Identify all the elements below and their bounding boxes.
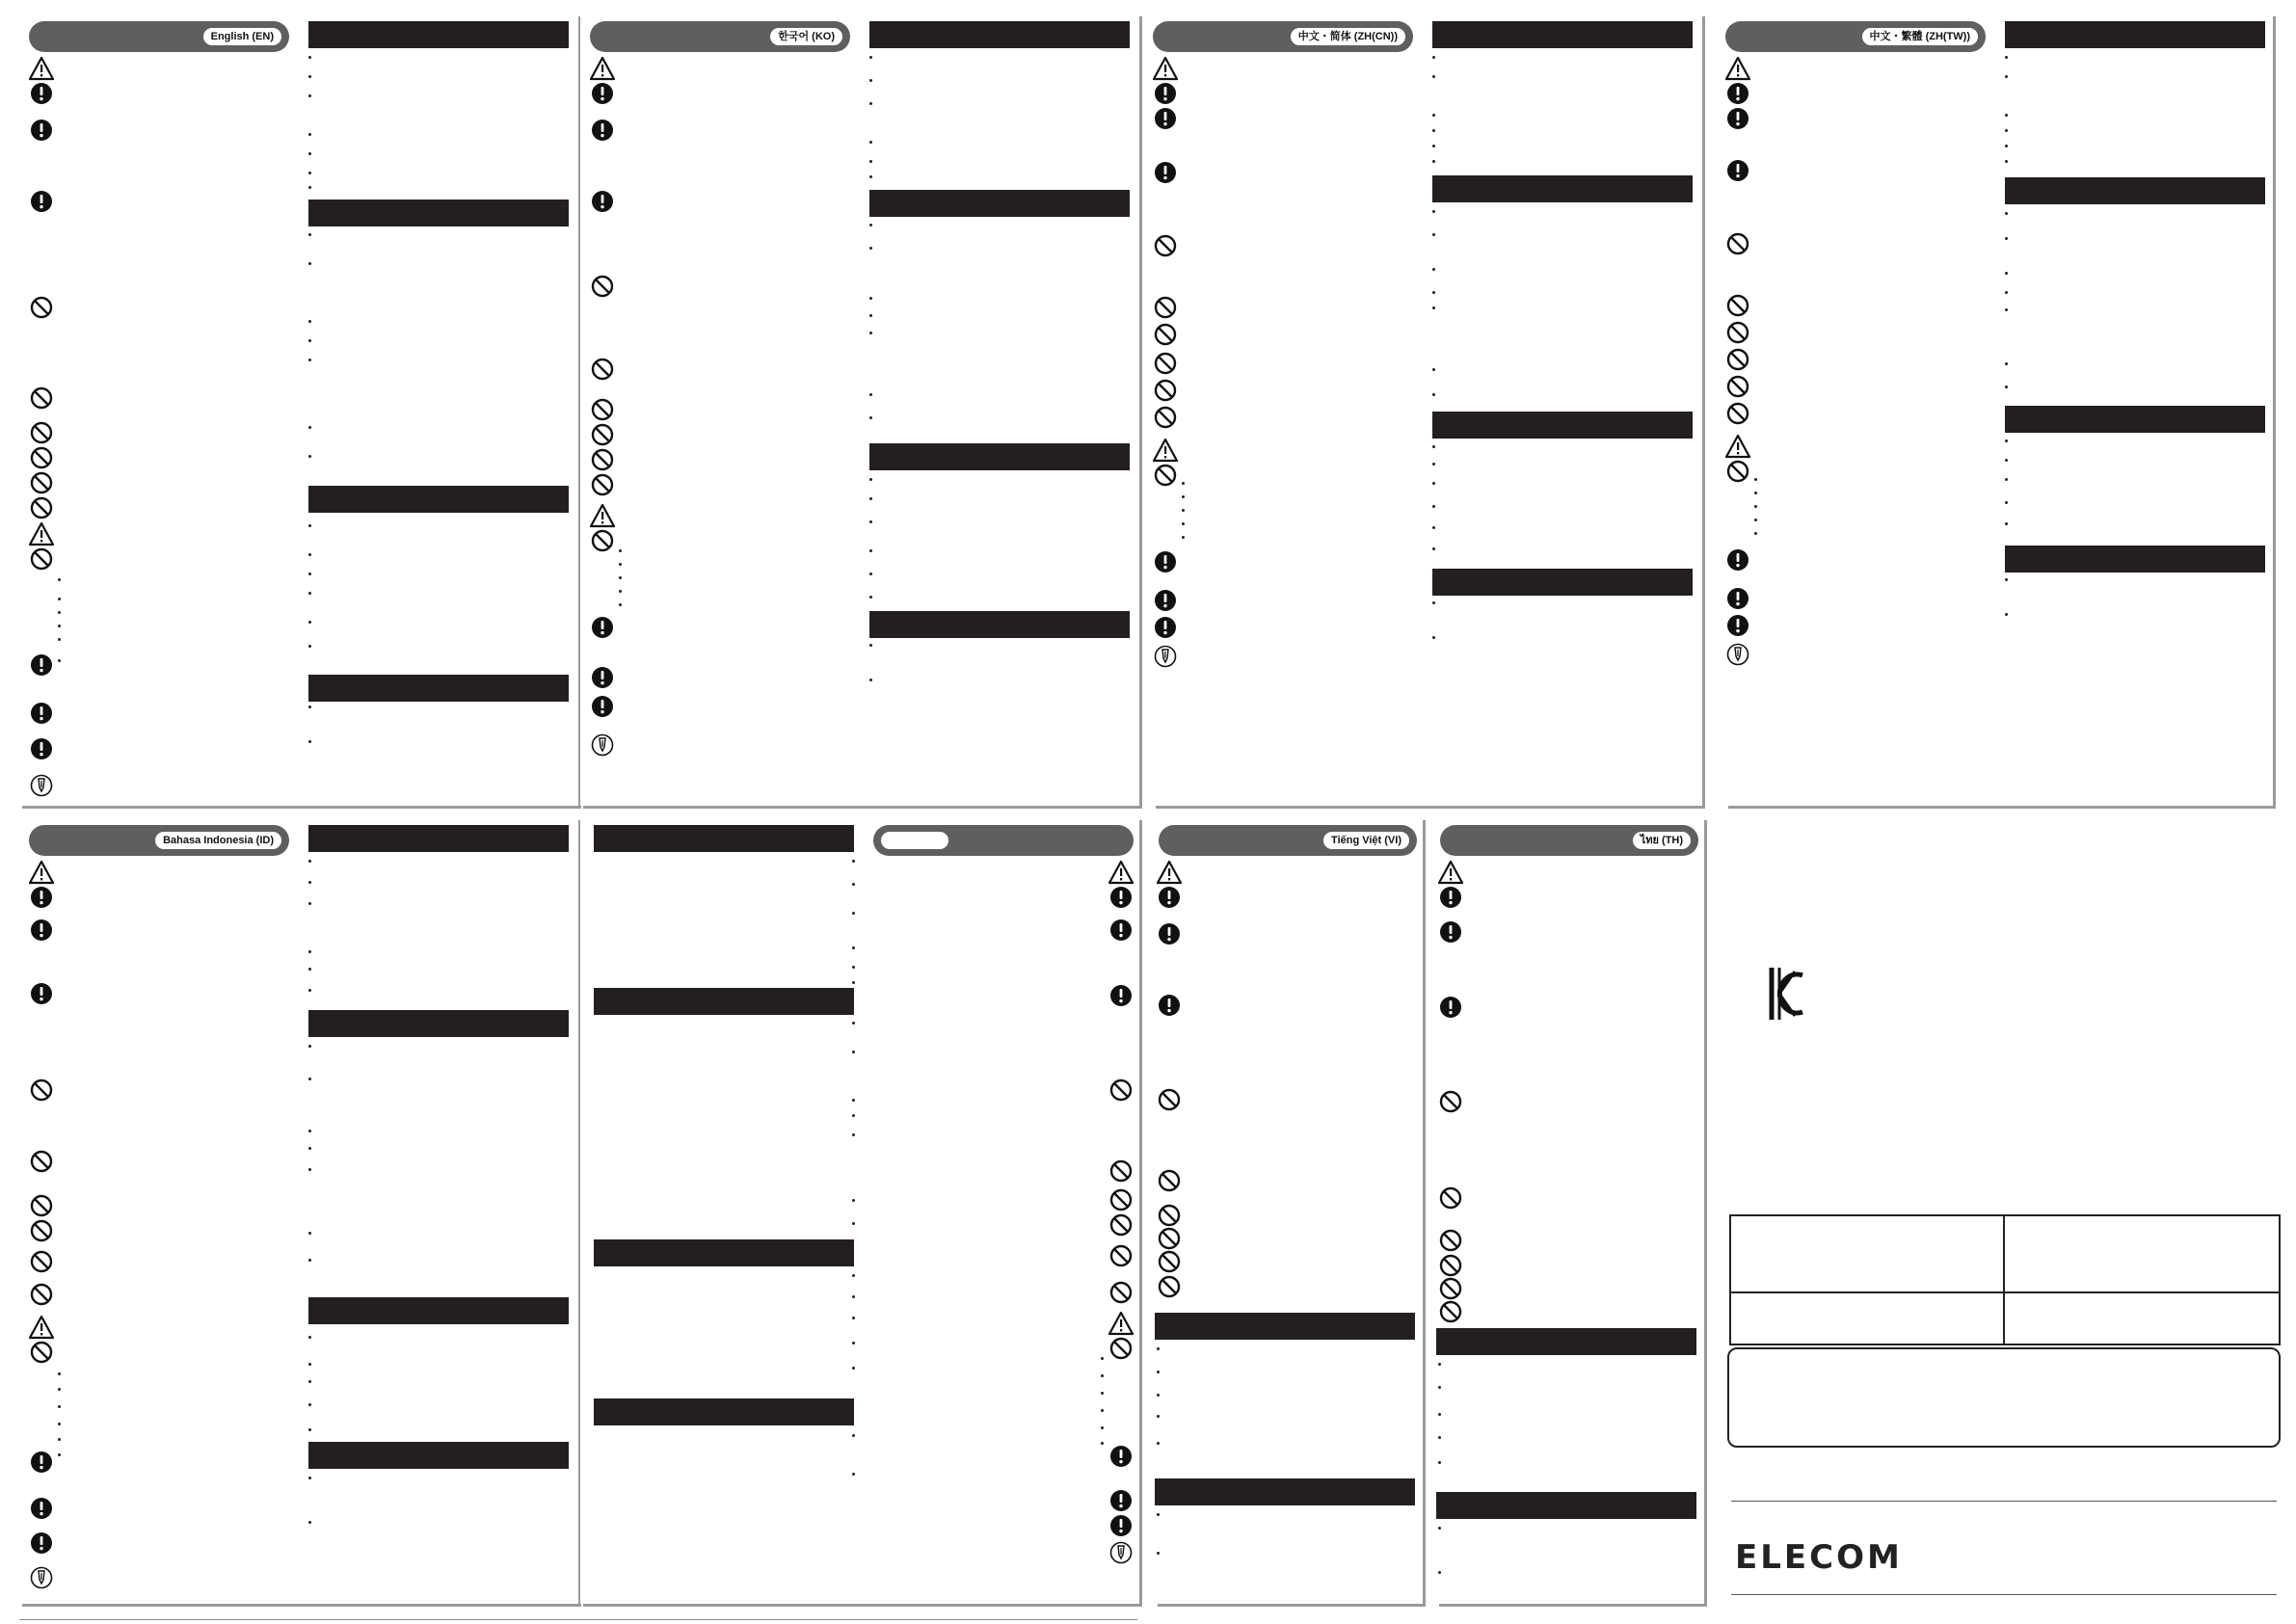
prohibited-circle-icon [1157,1203,1182,1228]
exclamation-circle-icon [1725,81,1750,106]
language-tab-english [29,21,289,52]
exclamation-circle-icon [1108,1444,1134,1469]
prohibited-circle-icon [1153,295,1178,320]
section-heading-bar [1432,412,1693,439]
prohibited-circle-icon [29,295,54,320]
prohibited-circle-icon [1108,1158,1134,1184]
bullet-column [308,1477,312,1534]
prohibited-circle-icon [1153,322,1178,347]
prohibited-circle-icon [29,386,54,411]
prohibited-circle-icon [1153,405,1178,430]
prohibited-circle-icon [1438,1089,1463,1114]
kc-mark-icon [1768,966,1806,1022]
language-label-blank [881,832,948,849]
bullet-column [852,1274,856,1390]
exclamation-circle-icon [29,701,54,726]
section-heading-bar [308,675,569,702]
language-label: English (EN) [203,28,281,45]
bullet-column [1438,1527,1442,1584]
exclamation-circle-icon [1157,921,1182,946]
warning-triangle-icon [1153,438,1178,463]
prohibited-circle-icon [1108,1212,1134,1238]
panel-vietnamese [1155,817,1423,1604]
panel-indonesian [19,817,578,1604]
prohibited-circle-icon [1438,1228,1463,1253]
warning-triangle-icon [1108,860,1134,885]
language-label: 中文・简体 (ZH(CN)) [1291,28,1405,45]
language-label: 한국어 (KO) [770,28,842,45]
bullet-column [308,56,312,191]
notice-box [1727,1347,2281,1448]
exclamation-circle-icon [1157,993,1182,1018]
exclamation-circle-icon [1438,995,1463,1020]
panel-english [19,13,578,806]
exclamation-circle-icon [29,652,54,678]
exclamation-circle-icon [590,615,615,640]
prohibited-circle-icon [1725,231,1750,256]
section-heading-bar [308,200,569,226]
no-disassembly-icon [1108,1540,1134,1565]
language-tab-korean [590,21,850,52]
exclamation-circle-icon [29,885,54,910]
warning-triangle-icon [29,1315,54,1340]
section-heading-bar [869,190,1130,217]
exclamation-circle-icon [590,665,615,690]
prohibited-circle-icon [1438,1276,1463,1301]
exclamation-circle-icon [29,736,54,761]
no-disassembly-icon [1725,642,1750,667]
divider-line [1731,1594,2277,1595]
language-tab-chinese-simplified [1153,21,1413,52]
section-heading-bar [869,611,1130,638]
bullet-column [2005,212,2009,405]
prohibited-circle-icon [590,447,615,472]
exclamation-circle-icon [1725,158,1750,183]
prohibited-circle-icon [1153,351,1178,376]
prohibited-circle-icon [29,1340,54,1365]
prohibited-circle-icon [29,1193,54,1218]
warning-triangle-icon [29,521,54,546]
panel-right-to-left [580,817,1139,1604]
section-heading-bar [308,21,569,48]
prohibited-circle-icon [29,1078,54,1103]
prohibited-circle-icon [29,420,54,445]
prohibited-circle-icon [590,357,615,382]
section-heading-bar [1436,1492,1696,1519]
prohibited-circle-icon [1438,1185,1463,1211]
language-label: Bahasa Indonesia (ID) [155,832,281,849]
prohibited-circle-icon [1157,1274,1182,1299]
section-heading-bar [1155,1478,1415,1505]
bullet-column [2005,56,2009,172]
bullet-column [1101,1357,1105,1444]
panel-thai [1436,817,1704,1604]
table-divider [1731,1291,2279,1293]
prohibited-circle-icon [1153,378,1178,403]
exclamation-circle-icon [1725,106,1750,131]
panel-korean [580,13,1139,806]
exclamation-circle-icon [29,918,54,943]
certification-info-table [1729,1214,2281,1345]
bullet-column [1432,601,1436,650]
language-tab-thai [1440,825,1698,856]
prohibited-circle-icon [1157,1168,1182,1193]
bullet-column [308,1336,312,1432]
exclamation-circle-icon [29,1496,54,1521]
prohibited-circle-icon [1438,1299,1463,1324]
exclamation-circle-icon [1108,1513,1134,1538]
section-heading-bar [2005,177,2265,204]
divider-line [1731,1501,2277,1502]
section-heading-bar [308,825,569,852]
exclamation-circle-icon [29,1450,54,1475]
exclamation-circle-icon [1153,81,1178,106]
warning-triangle-icon [590,56,615,81]
prohibited-circle-icon [590,422,615,447]
section-heading-bar [1155,1313,1415,1340]
bullet-column [308,706,312,763]
bullet-column [308,524,312,659]
prohibited-circle-icon [29,1218,54,1243]
exclamation-circle-icon [29,189,54,214]
prohibited-circle-icon [1725,374,1750,399]
prohibited-circle-icon [1725,293,1750,318]
section-heading-bar [1432,569,1693,596]
warning-triangle-icon [1725,434,1750,459]
section-heading-bar [2005,406,2265,433]
exclamation-circle-icon [1725,547,1750,572]
bullet-column [869,478,873,603]
section-heading-bar [308,1297,569,1324]
bullet-column [58,578,62,665]
prohibited-circle-icon [1153,233,1178,258]
warning-triangle-icon [1438,860,1463,885]
warning-triangle-icon [1153,56,1178,81]
prohibited-circle-icon [29,1282,54,1307]
warning-triangle-icon [1108,1311,1134,1336]
section-heading-bar [308,1442,569,1469]
warning-triangle-icon [29,56,54,81]
exclamation-circle-icon [29,118,54,143]
prohibited-circle-icon [1157,1226,1182,1251]
exclamation-circle-icon [590,189,615,214]
bullet-column [1432,210,1436,403]
section-heading-bar [1432,175,1693,202]
bullet-column [1157,1347,1161,1463]
exclamation-circle-icon [590,81,615,106]
prohibited-circle-icon [1725,347,1750,372]
prohibited-circle-icon [1157,1249,1182,1274]
prohibited-circle-icon [590,528,615,553]
exclamation-circle-icon [1153,160,1178,185]
section-heading-bar [308,486,569,513]
no-disassembly-icon [590,732,615,758]
prohibited-circle-icon [1108,1336,1134,1361]
no-disassembly-icon [1153,644,1178,669]
bullet-column [1182,482,1186,549]
prohibited-circle-icon [590,397,615,422]
no-disassembly-icon [29,773,54,798]
prohibited-circle-icon [29,495,54,520]
exclamation-circle-icon [1157,885,1182,910]
prohibited-circle-icon [29,1249,54,1274]
exclamation-circle-icon [1438,919,1463,945]
exclamation-circle-icon [1108,885,1134,910]
table-divider [2003,1216,2005,1344]
prohibited-circle-icon [1108,1187,1134,1212]
exclamation-circle-icon [590,118,615,143]
exclamation-circle-icon [1108,1488,1134,1513]
bullet-column [308,1045,312,1286]
exclamation-circle-icon [590,694,615,719]
panel-chinese-traditional [1725,13,2273,806]
warning-triangle-icon [29,860,54,885]
bullet-column [2005,578,2009,626]
brand-logo: ELECOM [1735,1538,1903,1577]
exclamation-circle-icon [1108,918,1134,943]
language-tab-chinese-traditional [1725,21,1986,52]
exclamation-circle-icon [1153,106,1178,131]
section-heading-bar [308,1010,569,1037]
bullet-column [1754,478,1758,546]
prohibited-circle-icon [1108,1243,1134,1268]
section-heading-bar [1436,1328,1696,1355]
prohibited-circle-icon [29,470,54,495]
warning-triangle-icon [590,503,615,528]
prohibited-circle-icon [590,274,615,299]
prohibited-circle-icon [1108,1078,1134,1103]
bullet-column [852,860,856,985]
bullet-column [308,233,312,465]
section-heading-bar [2005,546,2265,572]
prohibited-circle-icon [1108,1280,1134,1305]
bullet-column [1157,1513,1161,1571]
section-heading-bar [2005,21,2265,48]
section-heading-bar [594,988,854,1015]
prohibited-circle-icon [29,1149,54,1174]
language-tab [873,825,1134,856]
prohibited-circle-icon [1153,463,1178,488]
bullet-column [852,1434,856,1482]
bullet-column [1432,56,1436,172]
section-heading-bar [594,1398,854,1425]
exclamation-circle-icon [1108,983,1134,1008]
bullet-column [1432,445,1436,561]
language-label: Tiếng Việt (VI) [1323,832,1409,849]
bullet-column [1438,1363,1442,1478]
prohibited-circle-icon [1438,1253,1463,1278]
exclamation-circle-icon [29,981,54,1006]
bullet-column [869,224,873,436]
warning-triangle-icon [1725,56,1750,81]
bullet-column [308,860,312,1004]
exclamation-circle-icon [29,81,54,106]
prohibited-circle-icon [1157,1087,1182,1112]
bullet-column [619,549,623,626]
exclamation-circle-icon [1153,549,1178,574]
language-label: 中文・繁體 (ZH(TW)) [1862,28,1978,45]
language-label: ไทย (TH) [1633,832,1691,849]
prohibited-circle-icon [1725,401,1750,426]
bottom-edge-line [19,1619,1137,1620]
section-heading-bar [594,825,854,852]
exclamation-circle-icon [1438,885,1463,910]
section-heading-bar [869,21,1130,48]
prohibited-circle-icon [590,472,615,497]
language-tab-vietnamese [1159,825,1417,856]
prohibited-circle-icon [29,445,54,470]
no-disassembly-icon [29,1565,54,1590]
prohibited-circle-icon [1725,320,1750,345]
section-heading-bar [594,1239,854,1266]
bullet-column [58,1372,62,1459]
exclamation-circle-icon [1153,588,1178,613]
warning-triangle-icon [1157,860,1182,885]
section-heading-bar [869,443,1130,470]
bullet-column [852,1022,856,1234]
exclamation-circle-icon [1725,613,1750,638]
bullet-column [869,56,873,181]
prohibited-circle-icon [1725,459,1750,484]
language-tab-indonesian [29,825,289,856]
bullet-column [869,644,873,692]
section-heading-bar [1432,21,1693,48]
panel-chinese-simplified [1153,13,1702,806]
prohibited-circle-icon [29,546,54,572]
bullet-column [2005,439,2009,536]
exclamation-circle-icon [1153,615,1178,640]
exclamation-circle-icon [29,1531,54,1556]
exclamation-circle-icon [1725,586,1750,611]
